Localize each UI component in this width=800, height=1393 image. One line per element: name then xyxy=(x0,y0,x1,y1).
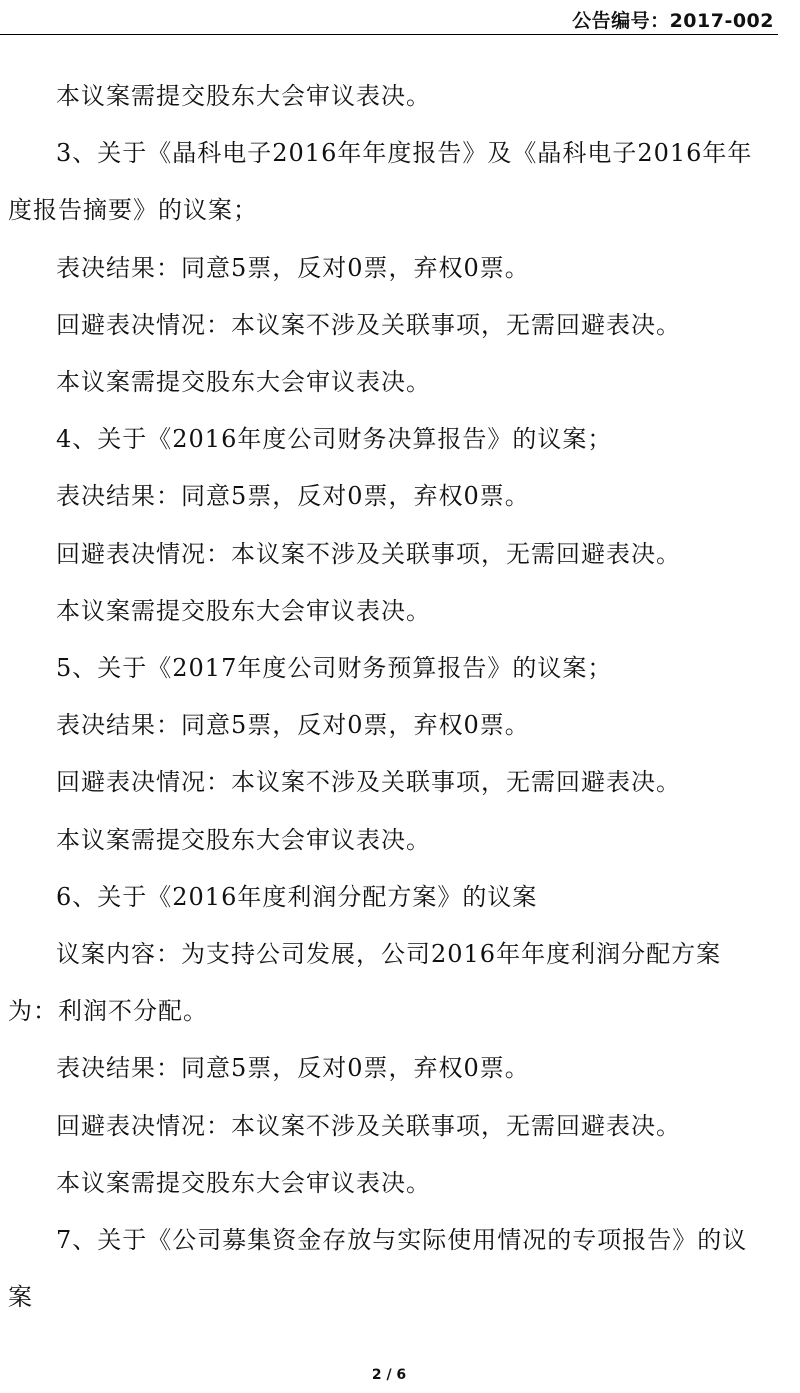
paragraph: 5、关于《2017年度公司财务预算报告》的议案； xyxy=(56,654,613,683)
paragraph: 表决结果：同意5票，反对0票，弃权0票。 xyxy=(56,482,530,511)
document-body xyxy=(8,68,770,1326)
paragraph: 6、关于《2016年度利润分配方案》的议案 xyxy=(56,882,538,911)
paragraph: 本议案需提交股东大会审议表决。 xyxy=(56,82,431,110)
paragraph: 本议案需提交股东大会审议表决。 xyxy=(56,1168,431,1197)
paragraph: 本议案需提交股东大会审议表决。 xyxy=(56,825,431,854)
paragraph: 回避表决情况：本议案不涉及关联事项，无需回避表决。 xyxy=(56,310,681,339)
paragraph: 表决结果：同意5票，反对0票，弃权0票。 xyxy=(56,1054,530,1083)
paragraph: 表决结果：同意5票，反对0票，弃权0票。 xyxy=(56,253,530,282)
header-divider xyxy=(0,34,778,35)
announcement-number: 公告编号：2017-002 xyxy=(572,10,774,32)
page-number: 2 / 6 xyxy=(371,1367,407,1383)
paragraph: 本议案需提交股东大会审议表决。 xyxy=(56,596,431,625)
paragraph: 回避表决情况：本议案不涉及关联事项，无需回避表决。 xyxy=(56,1111,681,1140)
paragraph: 表决结果：同意5票，反对0票，弃权0票。 xyxy=(56,711,530,740)
paragraph: 回避表决情况：本议案不涉及关联事项，无需回避表决。 xyxy=(56,768,681,797)
page-header xyxy=(0,0,800,36)
paragraph: 回避表决情况：本议案不涉及关联事项，无需回避表决。 xyxy=(56,539,681,568)
paragraph: 4、关于《2016年度公司财务决算报告》的议案； xyxy=(56,425,613,454)
paragraph: 3、关于《晶科电子2016年年度报告》及《晶科电子2016年年度报告摘要》的议案； xyxy=(8,139,753,225)
paragraph: 本议案需提交股东大会审议表决。 xyxy=(56,368,431,397)
paragraph: 议案内容：为支持公司发展，公司2016年年度利润分配方案为：利润不分配。 xyxy=(8,940,722,1026)
paragraph: 7、关于《公司募集资金存放与实际使用情况的专项报告》的议案 xyxy=(8,1226,748,1312)
